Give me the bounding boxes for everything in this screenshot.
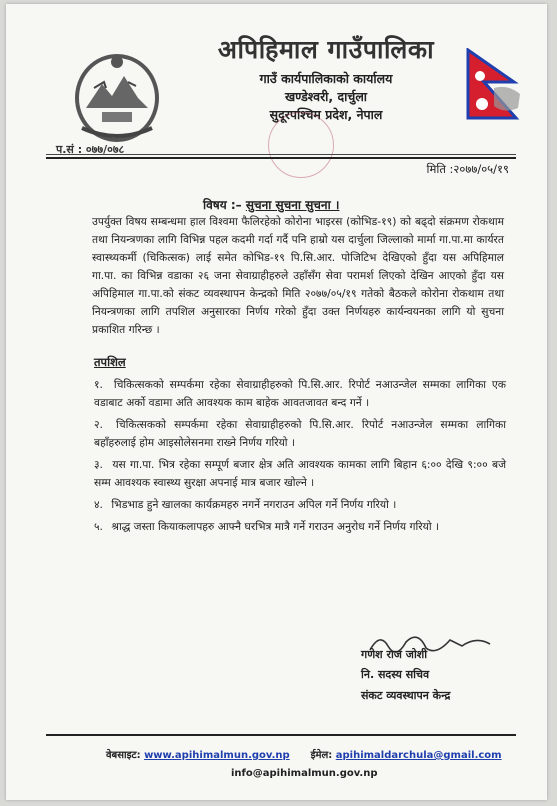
office-location: खण्डेश्वरी, दार्चुला bbox=[284, 89, 368, 104]
notice-paragraph: उपर्युक्त विषय सम्बन्धमा हाल विश्वमा फैलिरहेको कोरोना भाइरस (कोभिड-१९) को बढ्दो संक्रमण रोकथाम तथा नियन्त्रणका लागि विभिन्न पहल कदमी गर्दा गर्दै पनि हाम्रो यस दार्चुला जिल्लाको मार्मा गा.पा.मा कार्यरत स्वास्थ्यकर्मी (चिकित्सक) लाई समेत कोभिड-१९ पि.सि.आर. पोजिटिभ देखिएको हुँदा यस अपिहिमाल गा.पा. का विभिन्न वडाका २६ जना सेवाग्राहीहरुले उहाँसँग सेवा परामर्श लिएको देखिन आएको हुँदा यस अपिहिमाल गा.पा.को संकट व्यवस्थापन केन्द्रको मिति २०७७/०५/१९ गतेको बैठकले कोरोना रोकथाम तथा नियन्त्रणका लागि तपशिल अनुसारका निर्णय गरेको हुँदा उक्त निर्णयहरु कार्यन्वयनका लागि यो सुचना प्रकाशित गरिन्छ । bbox=[92, 215, 504, 336]
subject-text: सुचना सुचना सुचना । bbox=[245, 198, 340, 212]
website-link[interactable]: www.apihimalmun.gov.np bbox=[144, 750, 290, 761]
item-text: श्राद्ध जस्ता कियाकलापहरु आफ्नै घरभित्र मात्रै गर्ने गराउन अनुरोध गर्ने निर्णय गरियो । bbox=[111, 520, 440, 533]
header-divider-thick bbox=[46, 157, 516, 159]
nepal-emblem-icon bbox=[72, 48, 162, 144]
item-text: यस गा.पा. भित्र रहेका सम्पूर्ण बजार क्षेत्र अति आवश्यक कामका लागि बिहान ६:०० देखि ९:०० बजे सम्म आवश्यक स्वास्थ्य सुरक्षा अपनाई मात्र बजार खोल्ने । bbox=[94, 458, 506, 489]
email-link-info[interactable]: info@apihimalmun.gov.np bbox=[231, 768, 378, 779]
decision-list bbox=[94, 376, 506, 540]
item-number: ५. bbox=[94, 520, 103, 533]
letter-page bbox=[6, 4, 547, 800]
list-item bbox=[94, 416, 506, 452]
email-label: ईमेल: bbox=[310, 750, 333, 761]
list-item bbox=[94, 496, 506, 514]
item-text: भिडभाड हुने खालका कार्यक्रमहरु नगर्ने नगराउन अपिल गर्ने निर्णय गरियो । bbox=[111, 498, 397, 511]
header-divider bbox=[46, 154, 516, 155]
footer-contact-second bbox=[231, 768, 378, 779]
footer-divider bbox=[46, 734, 516, 736]
reference-number: प.सं : ०७७/०७८ bbox=[56, 143, 125, 156]
signatory-office: संकट व्यवस्थापन केन्द्र bbox=[361, 689, 451, 702]
tapsil-heading: तपशिल bbox=[94, 355, 126, 369]
item-text: चिकित्सकको सम्पर्कमा रहेका सेवाग्राहीहरुको पि.सि.आर. रिपोर्ट नआउन्जेल सम्मका लागिका बहाँहरुलाई होम आइसोलेसनमा राख्ने निर्णय गरियो । bbox=[94, 418, 506, 449]
item-number: ४. bbox=[94, 498, 103, 511]
signatory-position: नि. सदस्य सचिव bbox=[361, 668, 430, 681]
letter-date: मिति :२०७७/०५/१९ bbox=[426, 162, 509, 176]
municipality-title: अपिहिमाल गाउँपालिका bbox=[217, 35, 435, 64]
office-name: गाउँ कार्यपालिकाको कार्यालय bbox=[259, 71, 393, 86]
email-link-primary[interactable]: apihimaldarchula@gmail.com bbox=[335, 750, 502, 761]
item-number: २. bbox=[94, 418, 103, 431]
item-text: चिकित्सकको सम्पर्कमा रहेका सेवाग्राहीहरुको पि.सि.आर. रिपोर्ट नआउन्जेल सम्मका लागिका एक वडाबाट अर्को वडामा अति आवश्यक काम बाहेक आवतजावत बन्द गर्ने । bbox=[94, 378, 506, 409]
office-stamp bbox=[268, 112, 334, 178]
subject-label: विषय :– bbox=[203, 198, 242, 212]
nepal-flag-map-icon bbox=[464, 48, 524, 134]
item-number: १. bbox=[94, 378, 103, 391]
footer-contact bbox=[106, 747, 506, 761]
office-province: सुदूरपश्चिम प्रदेश, नेपाल bbox=[269, 107, 383, 122]
list-item bbox=[94, 518, 506, 536]
item-number: ३. bbox=[94, 458, 103, 471]
signatory-name: गणेश राज जोशी bbox=[361, 648, 428, 661]
list-item bbox=[94, 456, 506, 492]
website-label: वेबसाइट: bbox=[106, 750, 141, 761]
subject-line bbox=[203, 196, 339, 213]
list-item bbox=[94, 376, 506, 412]
